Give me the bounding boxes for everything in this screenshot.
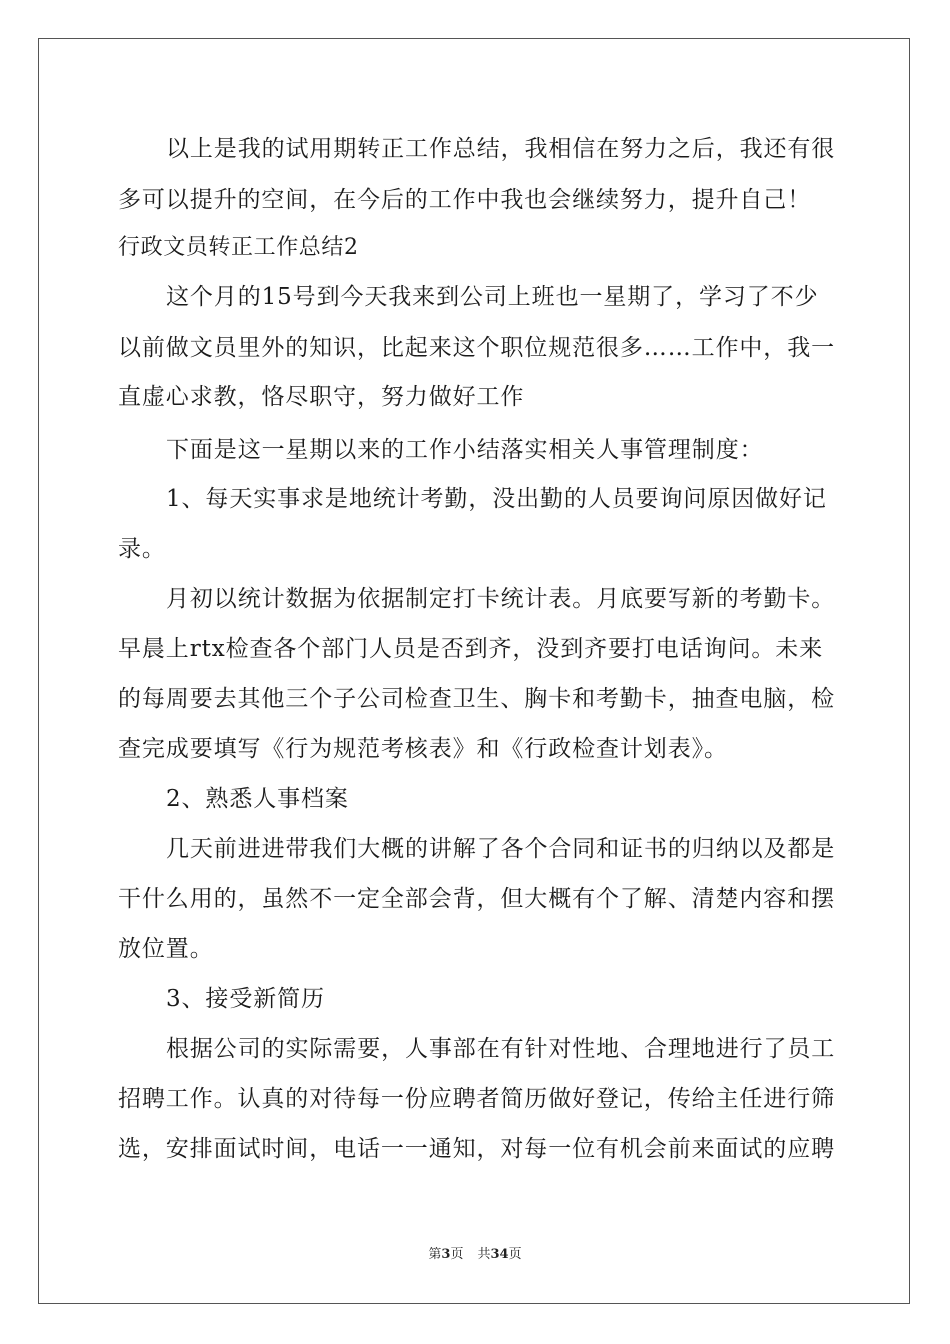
- paragraph-line: 放位置。: [118, 936, 214, 962]
- total-suffix: 页: [508, 1247, 522, 1262]
- paragraph-line: 直虚心求教，恪尽职守，努力做好工作: [118, 384, 525, 410]
- page-border: [38, 38, 910, 1304]
- paragraph-line: 招聘工作。认真的对待每一份应聘者简历做好登记，传给主任进行筛: [118, 1086, 835, 1112]
- paragraph-line: 查完成要填写《行为规范考核表》和《行政检查计划表》。: [118, 736, 728, 762]
- paragraph-line: 选，安排面试时间，电话一一通知，对每一位有机会前来面试的应聘: [118, 1136, 835, 1162]
- paragraph-line: 以上是我的试用期转正工作总结，我相信在努力之后，我还有很: [166, 136, 836, 162]
- paragraph-line: 多可以提升的空间，在今后的工作中我也会继续努力，提升自己！: [118, 187, 812, 213]
- page-number: 3: [441, 1247, 451, 1262]
- list-item-line: 2、熟悉人事档案: [166, 786, 349, 812]
- list-item-line: 3、接受新简历: [166, 986, 325, 1012]
- paragraph-line: 干什么用的，虽然不一定全部会背，但大概有个了解、清楚内容和摆: [118, 886, 835, 912]
- total-pages: 34: [490, 1247, 509, 1262]
- paragraph-line: 几天前进进带我们大概的讲解了各个合同和证书的归纳以及都是: [166, 836, 836, 862]
- paragraph-line: 以前做文员里外的知识，比起来这个职位规范很多……工作中，我一: [118, 335, 835, 361]
- page-footer: [0, 1246, 950, 1264]
- page-suffix: 页: [450, 1247, 464, 1262]
- page-prefix: 第: [428, 1247, 442, 1262]
- list-item-line: 录。: [118, 536, 166, 562]
- paragraph-line: 下面是这一星期以来的工作小结落实相关人事管理制度：: [166, 437, 764, 463]
- paragraph-line: 早晨上rtx检查各个部门人员是否到齐，没到齐要打电话询问。未来: [118, 636, 824, 662]
- paragraph-line: 月初以统计数据为依据制定打卡统计表。月底要写新的考勤卡。: [166, 586, 836, 612]
- paragraph-line: 的每周要去其他三个子公司检查卫生、胸卡和考勤卡，抽查电脑，检: [118, 686, 835, 712]
- total-prefix: 共: [477, 1247, 491, 1262]
- section-heading: 行政文员转正工作总结2: [118, 235, 359, 260]
- paragraph-line: 这个月的15号到今天我来到公司上班也一星期了，学习了不少: [166, 284, 819, 310]
- paragraph-line: 根据公司的实际需要，人事部在有针对性地、合理地进行了员工: [166, 1036, 836, 1062]
- list-item-line: 1、每天实事求是地统计考勤，没出勤的人员要询问原因做好记: [166, 486, 827, 512]
